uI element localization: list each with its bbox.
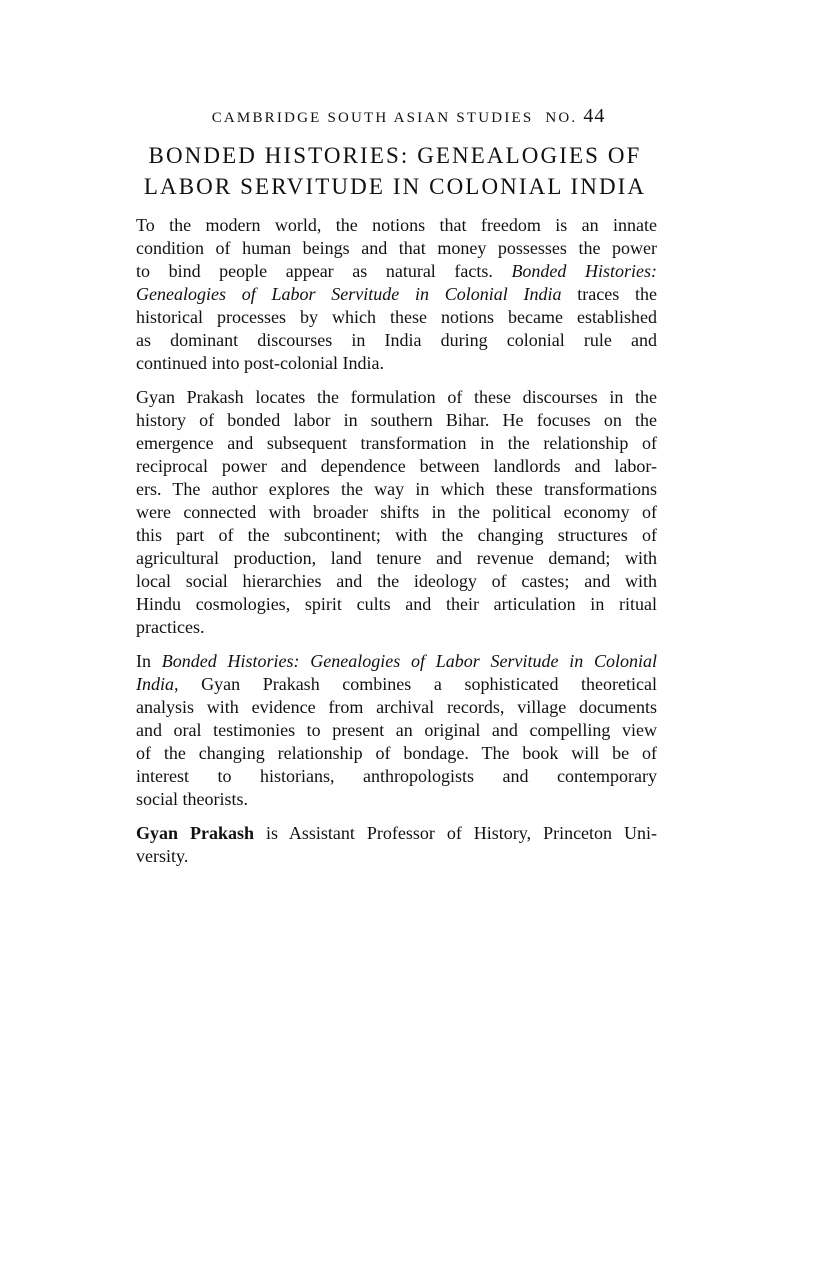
text-line: reciprocal power and dependence between landlords and labor- [136, 456, 657, 476]
text-line: Hindu cosmologies, spirit cults and their articulation in ritual [136, 594, 657, 614]
text-line: interest to historians, anthropologists and contemporary [136, 766, 657, 786]
text-line: agricultural production, land tenure and revenue demand; with [136, 548, 657, 568]
text-line [136, 673, 657, 696]
text-line: practices. [136, 617, 205, 637]
text-line: Gyan Prakash locates the formulation of these discourses in the [136, 387, 657, 407]
text-fragment: Gyan Prakash combines a sophisticated theoretical [201, 674, 658, 694]
book-title-italic: India, [136, 674, 179, 694]
author-bio [136, 822, 657, 868]
book-title-line-1: BONDED HISTORIES: GENEALOGIES OF [148, 143, 642, 168]
text-line: versity. [136, 846, 189, 866]
book-title-line-2: LABOR SERVITUDE IN COLONIAL INDIA [143, 174, 647, 199]
text-line [136, 650, 657, 673]
book-title-italic: Bonded Histories: [511, 261, 657, 281]
text-line: were connected with broader shifts in the political economy of [136, 502, 657, 522]
text-line: of the changing relationship of bondage. The book will be of [136, 743, 657, 763]
text-line: social theorists. [136, 789, 248, 809]
text-fragment: is Assistant Professor of History, Princeton Uni- [265, 823, 657, 843]
text-line [136, 283, 657, 306]
text-line: emergence and subsequent transformation in the relationship of [136, 433, 657, 453]
text-fragment: In [136, 651, 151, 671]
text-fragment: to bind people appear as natural facts. [136, 261, 493, 281]
text-line [136, 822, 657, 845]
text-line: analysis with evidence from archival records, village documents [136, 697, 657, 717]
series-no-label: NO. [545, 110, 578, 126]
text-line: ers. The author explores the way in which these transformations [136, 479, 657, 499]
text-line: continued into post-colonial India. [136, 353, 384, 373]
text-line: local social hierarchies and the ideology of castes; and with [136, 571, 657, 591]
text-line: as dominant discourses in India during colonial rule and [136, 330, 657, 350]
text-line [136, 260, 657, 283]
series-number: 44 [583, 105, 606, 127]
text-line: historical processes by which these notions became established [136, 307, 657, 327]
text-line: history of bonded labor in southern Bihar. He focuses on the [136, 410, 657, 430]
series-label: CAMBRIDGE SOUTH ASIAN STUDIES [211, 110, 534, 126]
text-line: condition of human beings and that money possesses the power [136, 238, 657, 258]
book-title-italic: Genealogies of Labor Servitude in Colonial India [136, 284, 562, 304]
text-fragment: traces the [577, 284, 657, 304]
book-title-italic: Bonded Histories: Genealogies of Labor Servitude in Colonial [161, 651, 658, 671]
text-line: this part of the subcontinent; with the changing structures of [136, 525, 657, 545]
author-name: Gyan Prakash [136, 823, 254, 843]
blurb [136, 214, 657, 879]
blurb-paragraph-2 [136, 386, 657, 639]
series-header [0, 104, 817, 130]
text-line: and oral testimonies to present an original and compelling view [136, 720, 657, 740]
blurb-paragraph-1 [136, 214, 657, 375]
text-line: To the modern world, the notions that freedom is an innate [136, 215, 657, 235]
blurb-paragraph-3 [136, 650, 657, 811]
book-title [0, 140, 790, 202]
